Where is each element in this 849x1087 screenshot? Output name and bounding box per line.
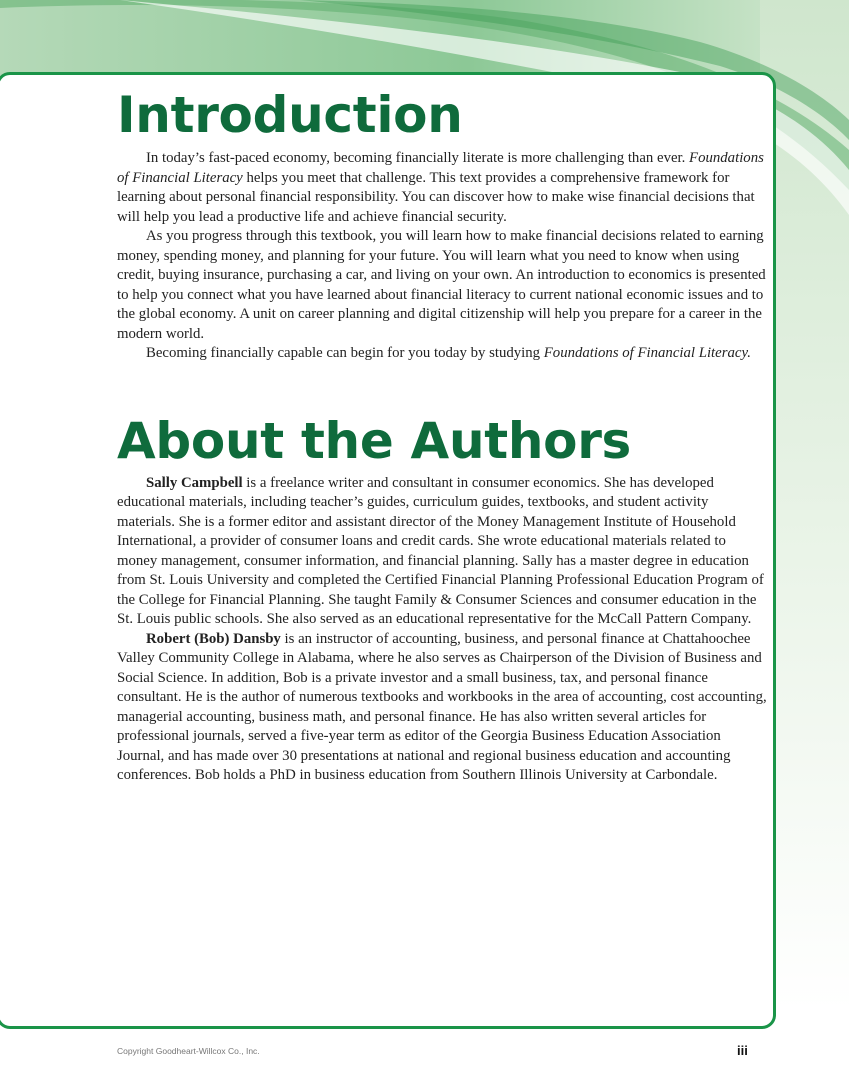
page-content [117,84,767,786]
about-authors-section [117,410,767,786]
copyright-notice: Copyright Goodheart-Willcox Co., Inc. [117,1046,260,1056]
author-name: Sally Campbell [146,474,243,491]
page-number: iii [737,1043,748,1058]
author-bio-campbell: Sally Campbell is a freelance writer and consultant in consumer economics. She has developed educational materials, including teacher’s guides, curriculum guides, textbooks, and student activity materials. She is a former editor and assistant director of the Money Management Institute of Household International, a provider of consumer loans and credit cards. She wrote educational materials related to money management, consumer information, and financial planning. Sally has a master degree in education from St. Louis University and completed the Certified Financial Planning Professional Education Program of the College for Financial Planning. She taught Family & Consumer Sciences and consumer education in the St. Louis public schools. She also served as an educational representative for the McCall Pattern Company. [117,474,764,627]
intro-paragraph-1: In today’s fast-paced economy, becoming financially literate is more challenging than ever. Foundations of Financial Literacy helps you meet that challenge. This text provides a comprehensive framework for learning about personal financial responsibility. You can discover how to make wise financial decisions that will help you lead a productive life and achieve financial security. [117,150,764,225]
book-title: Foundations of Financial Literacy [117,150,764,186]
introduction-heading: Introduction [117,86,463,144]
intro-paragraph-2: As you progress through this textbook, you will learn how to make financial decisions related to earning money, spending money, and planning for your future. You will learn what you need to know when using credit, buying insurance, purchasing a car, and living on your own. An introduction to economics is presented to help you connect what you have learned about financial literacy to current national economic issues and to the global economy. A unit on career planning and digital citizenship will help you prepare for a career in the modern world. [117,228,766,342]
about-authors-heading: About the Authors [117,411,632,470]
author-bio-dansby: Robert (Bob) Dansby is an instructor of accounting, business, and personal finance at Chattahoochee Valley Community College in Alabama, where he also serves as Chairperson of the Division of Business and Social Science. In addition, Bob is a private investor and a small business, tax, and personal finance consultant. He is the author of numerous textbooks and workbooks in the area of accounting, cost accounting, managerial accounting, business math, and personal finance. He has also written several articles for professional journals, served a five-year term as editor of the Georgia Business Education Association Journal, and has made over 30 presentations at national and regional business education and accounting conferences. Bob holds a PhD in business education from Southern Illinois University at Carbondale. [117,630,767,783]
book-title: Foundations of Financial Literacy. [543,345,751,361]
intro-paragraph-3: Becoming financially capable can begin for you today by studying Foundations of Financial Literacy. [146,345,751,361]
author-name: Robert (Bob) Dansby [146,630,281,647]
introduction-section [117,84,767,364]
